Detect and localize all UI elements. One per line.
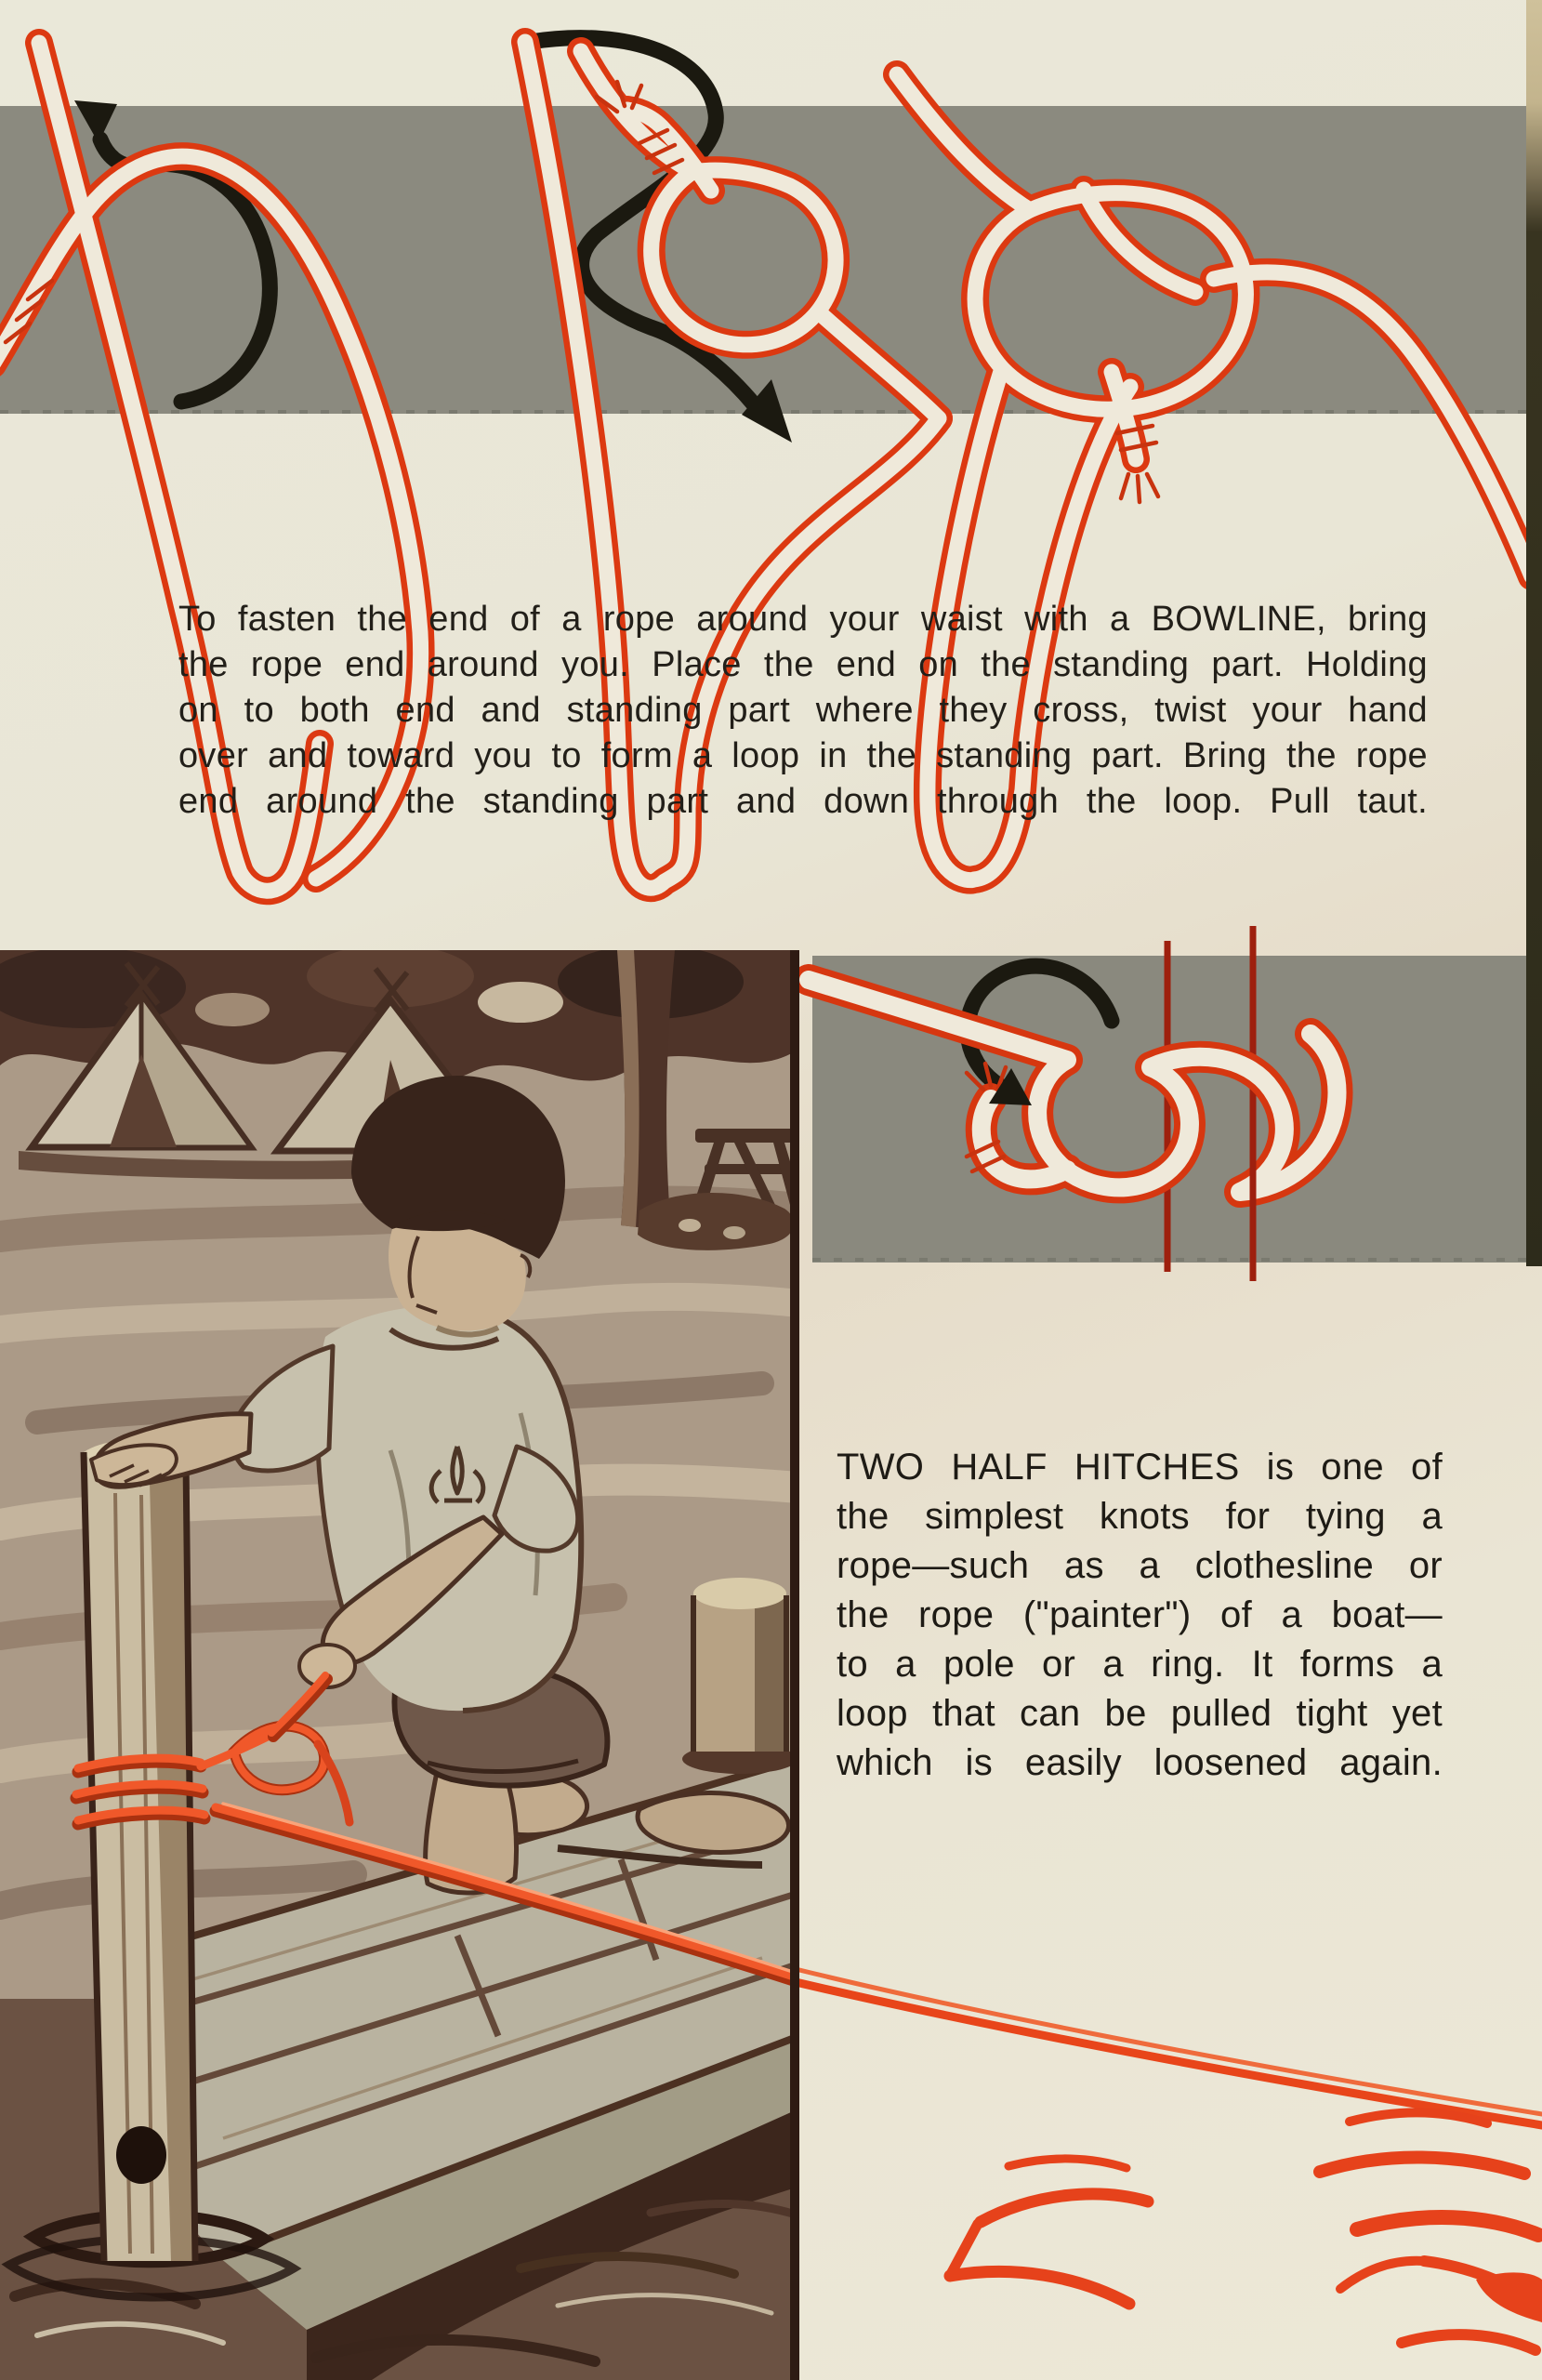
paragraph-line: the simplest knots for tying a: [837, 1496, 1443, 1537]
paragraph-line: which is easily loosened again.: [837, 1742, 1443, 1783]
scout-tying-rope-to-dock-post-illustration: [0, 950, 799, 2380]
paragraph-line: the rope end around you. Place the end on the standing part. Holding: [178, 645, 1428, 684]
paragraph-line: on to both end and standing part where they cross, twist your hand: [178, 691, 1428, 730]
paragraph-line: TWO HALF HITCHES is one of: [837, 1447, 1443, 1488]
paragraph-line: over and toward you to form a loop in the standing part. Bring the rope: [178, 736, 1428, 775]
two-half-hitches-on-pole-figure: [799, 926, 1542, 1283]
clothesline-rope: [796, 1969, 1542, 2125]
small-post: [682, 1578, 797, 1774]
bowline-instructions-paragraph: [178, 597, 1428, 825]
water-ripple-strokes: [950, 2112, 1542, 2350]
paragraph-line: to a pole or a ring. It forms a: [837, 1644, 1443, 1685]
paragraph-line: loop that can be pulled tight yet: [837, 1693, 1443, 1734]
two-half-hitches-paragraph: [837, 1443, 1443, 1788]
paragraph-line: To fasten the end of a rope around your waist with a BOWLINE, bring: [178, 600, 1428, 639]
paragraph-line: end around the standing part and down through the loop. Pull taut.: [178, 782, 1428, 821]
paragraph-line: rope—such as a clothesline or: [837, 1545, 1443, 1586]
gray-band: [0, 106, 1527, 414]
tree-trunk: [617, 950, 675, 1231]
photo-edge: [790, 950, 799, 2380]
paragraph-line: the rope ("painter") of a boat—: [837, 1594, 1443, 1635]
book-binding-edge: [1526, 0, 1542, 1266]
dock-post: [84, 1440, 195, 2261]
